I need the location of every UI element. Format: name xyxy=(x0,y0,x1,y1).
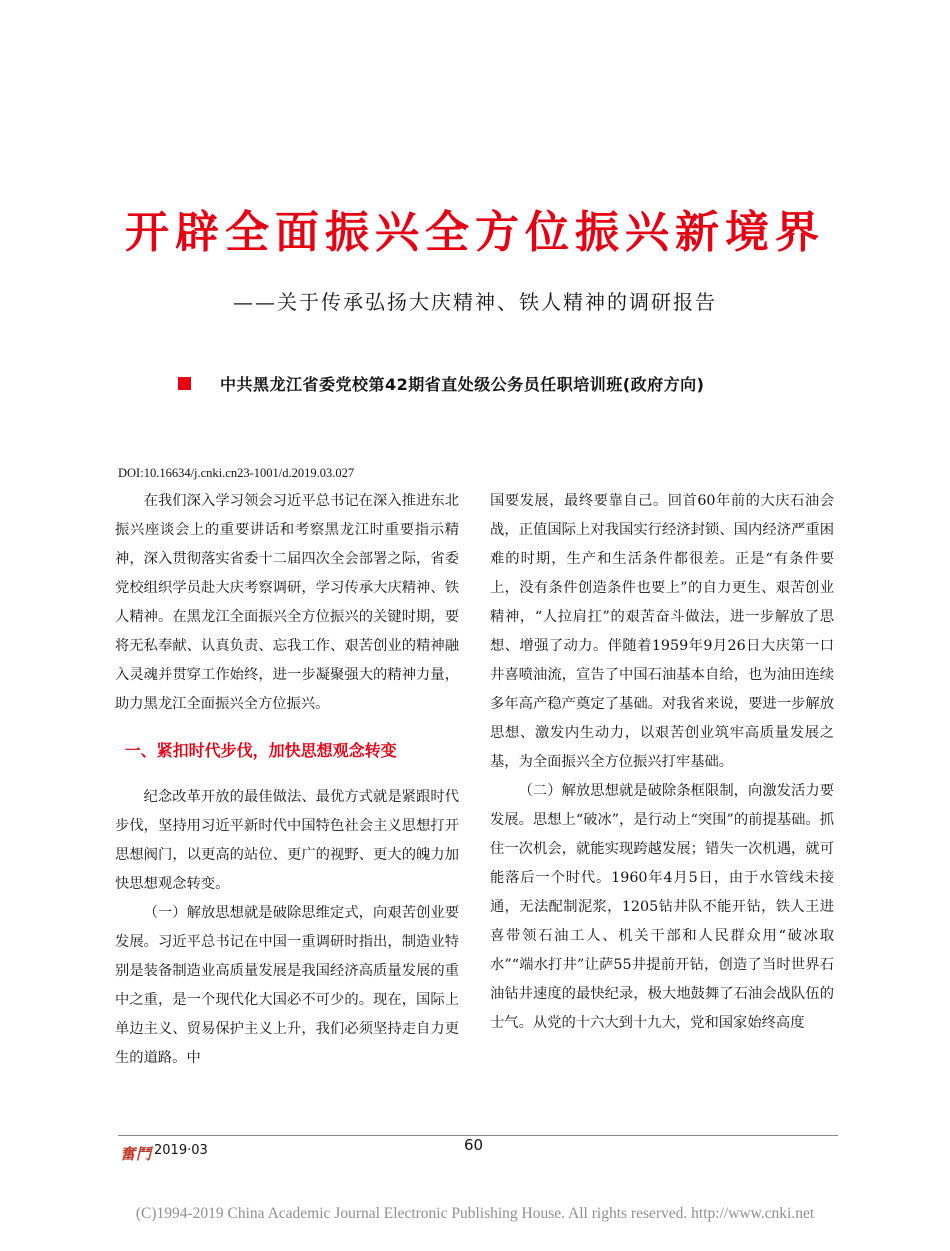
left-text-column xyxy=(115,487,459,1073)
article-subtitle: ——关于传承弘扬大庆精神、铁人精神的调研报告 xyxy=(233,290,717,314)
right-text-column xyxy=(490,487,834,1038)
body-paragraph: （二）解放思想就是破除条框限制，向激发活力要发展。思想上“破冰”，是行动上“突围”的前提基础。抓住一次机会，就能实现跨越发展；错失一次机遇，就可能落后一个时代。1960年4月5日，由于水管线未接通，无法配制泥浆，1205钻井队不能开钻，铁人王进喜带领石油工人、机关干部和人民群众用“破冰取水”“端水打井”让萨55井提前开钻，创造了当时世界石油钻井速度的最快纪录，极大地鼓舞了石油会战队伍的士气。从党的十六大到十九大，党和国家始终高度 xyxy=(490,783,834,1031)
doi-identifier: DOI:10.16634/j.cnki.cn23-1001/d.2019.03.027 xyxy=(118,466,355,480)
page-number: 60 xyxy=(464,1136,484,1154)
article-title: 开辟全面振兴全方位振兴新境界 xyxy=(125,207,825,258)
journal-logo: 奮鬥 xyxy=(120,1145,153,1163)
red-square-bullet-icon xyxy=(178,377,191,390)
body-paragraph-continued: 国要发展，最终要靠自己。回首60年前的大庆石油会战，正值国际上对我国实行经济封锁、国内经济严重困难的时期，生产和生活条件都很差。正是“有条件要上，没有条件创造条件也要上”的自力更生、艰苦创业精神，“人拉肩扛”的艰苦奋斗做法，进一步解放了思想、增强了动力。伴随着1959年9月26日大庆第一口井喜喷油流，宣告了中国石油基本自给，也为油田连续多年高产稳产奠定了基础。对我省来说，要进一步解放思想、激发内生动力，以艰苦创业筑牢高质量发展之基，为全面振兴全方位振兴打牢基础。 xyxy=(490,493,834,770)
intro-paragraph: 在我们深入学习领会习近平总书记在深入推进东北振兴座谈会上的重要讲话和考察黑龙江时重要指示精神，深入贯彻落实省委十二届四次全会部署之际，省委党校组织学员赴大庆考察调研，学习传承大庆精神、铁人精神。在黑龙江全面振兴全方位振兴的关键时期，要将无私奉献、认真负责、忘我工作、艰苦创业的精神融入灵魂并贯穿工作始终，进一步凝聚强大的精神力量，助力黑龙江全面振兴全方位振兴。 xyxy=(115,493,459,712)
body-paragraph: 纪念改革开放的最佳做法、最优方式就是紧跟时代步伐，坚持用习近平新时代中国特色社会主义思想打开思想阀门，以更高的站位、更广的视野、更大的魄力加快思想观念转变。 xyxy=(115,789,459,892)
author-line xyxy=(178,368,704,398)
author-affiliation: 中共黑龙江省委党校第42期省直处级公务员任职培训班(政府方向) xyxy=(220,374,705,394)
section-heading: 一、紧扣时代步伐，加快思想观念转变 xyxy=(124,741,397,760)
copyright-notice: (C)1994-2019 China Academic Journal Electronic Publishing House. All rights reserved. http://www.cnki.net xyxy=(135,1205,815,1222)
issue-date: 2019·03 xyxy=(154,1143,208,1158)
body-paragraph: （一）解放思想就是破除思维定式，向艰苦创业要发展。习近平总书记在中国一重调研时指出，制造业特别是装备制造业高质量发展是我国经济高质量发展的重中之重，是一个现代化大国必不可少的。现在，国际上单边主义、贸易保护主义上升，我们必须坚持走自力更生的道路。中 xyxy=(115,905,459,1066)
